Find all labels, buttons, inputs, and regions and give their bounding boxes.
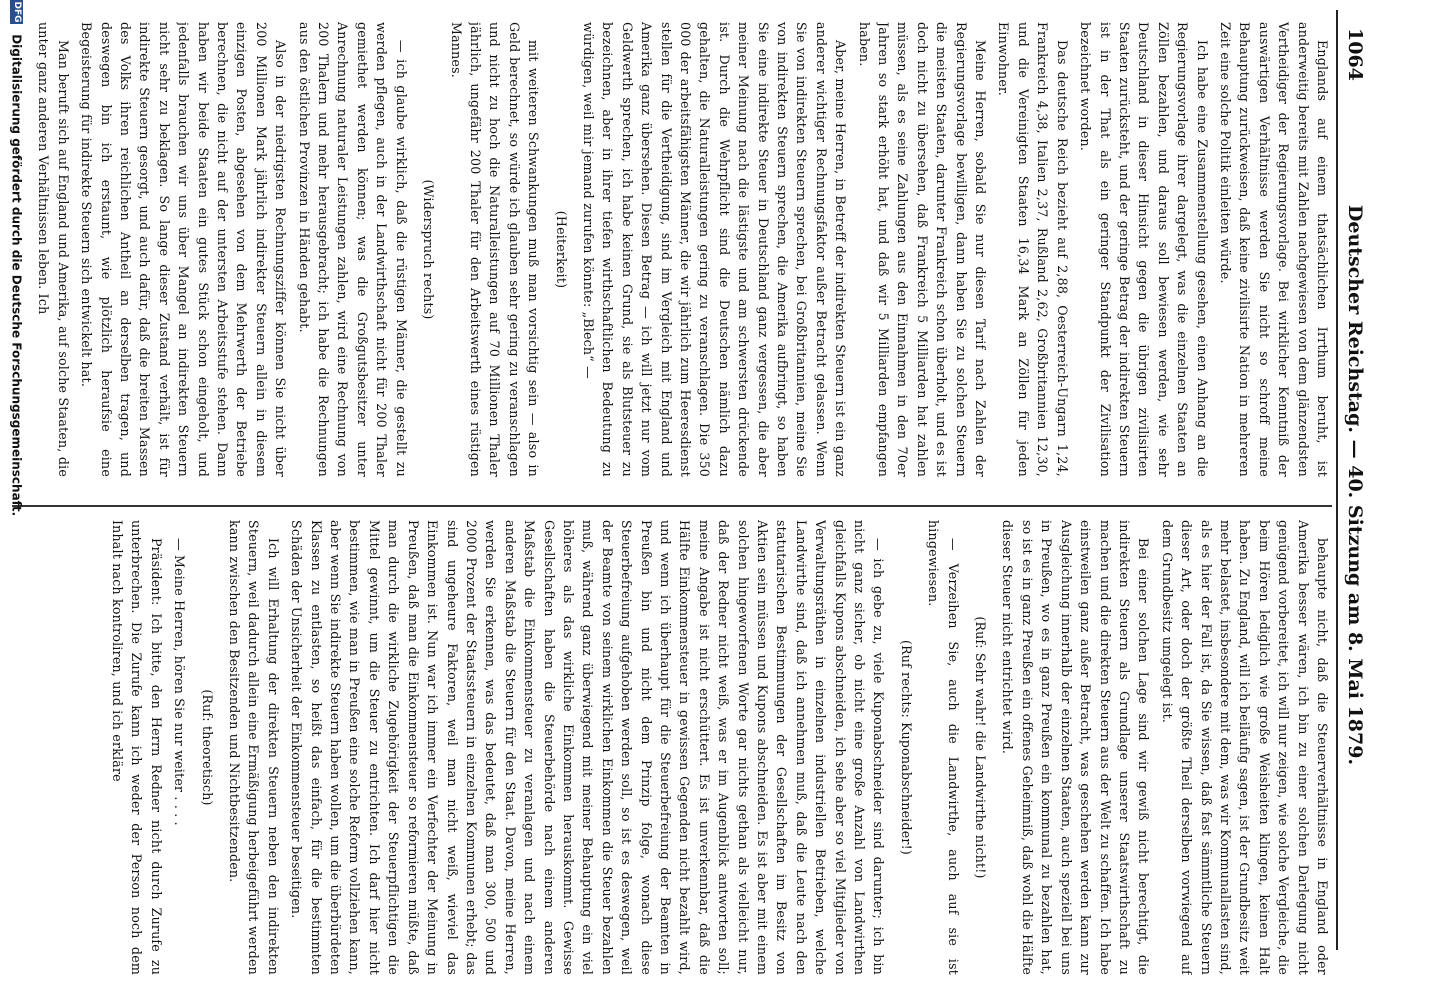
paragraph: Ich habe eine Zusammenstellung gesehen, einen Anhang an die Regierungsvorlage ihrer dargelegt, was die einzelnen Staaten an Zöllen bezahlen, und daraus soll bewiesen werden, wie sehr Deutschland in dieser Hinsicht gegen die übrigen zivilisirten Staaten zurücksteht, und der geringe Betrag der indirekten Steuern ist in der That als ein geringer Standpunkt der Zivilisation bezeichnet worden. [1078,22,1210,477]
page-number: 1064 [1344,28,1366,81]
paragraph: behaupte nicht, daß die Steuerverhältnisse in England oder Amerika besser wären, ich bin zu einer solchen Darlegung nicht genügend vorbereitet, ich will nur zeigen, wie solche Vergleiche, die beim Hören lediglich wie große Weisheiten klingen, keinen Halt haben. Zu England, will ich beiläufig sagen, ist der Grundbesitz weit mehr belastet, insbesondere mit dem, was wir Kommunallasten sind, als es hier der Fall ist, da Sie wissen, daß fast sämmtliche Steuern dieser Art, oder doch der größte Theil derselben vorwiegend auf dem Grundbesitz umgelegt ist. [1159,520,1330,975]
paragraph: Englands auf einem thatsächlichen Irrthum beruht, ist anderweitig bereits mit Zahlen nachgewiesen von dem glänzendsten Vertheidiger der Regierungsvorlage. Bei wirklicher Kenntniß der auswärtigen Verhältnisse werden Sie nicht so schroff meine Behauptung zurückweisen, daß keine zivilisirte Nation in mehreren Zeit eine solche Politik einleiten würde. [1217,22,1330,477]
interjection: (Widerspruch rechts) [421,179,437,320]
paragraph: mit weiteren Schwankungen muß man vorsichtig sein — also in Geld berechnet, so würde ich glauben sehr gering zu veranschlagen und nicht zu hoch die Naturalleistungen auf 70 Millionen Thaler jährlich, ungefähr 200 Thaler für den Arbeitswerth eines rüstigen Mannes. [448,22,542,477]
interjection: (Ruf rechts: Kuponabschneider!) [898,639,914,856]
paragraph: — Meine Herren, hören Sie nur weiter . . . . [172,538,188,826]
paragraph: Präsident: Ich bitte, den Herrn Redner nicht durch Zurufe zu unterbrechen. Die Zurufe kann ich weder der Person noch dem Inhalt nach kontroliren, und ich erkläre [110,520,164,975]
paragraph: Man beruft sich auf England und Amerika, auf solche Staaten, die unter ganz anderen Verhältnissen leben. Ich [36,22,71,477]
paragraph: — ich gebe zu, viele Kuponabschneider sind darunter; ich bin nicht ganz sicher, ob nicht eine große Anzahl von Landwirthen gleichfalls Kupons abschneiden, ich sehe aber so viel Mitglieder von Verwaltungsräthen in einzelnen industriellen Betrieben, welche Landwirthe sind, daß ich annehmen muß, daß die Leute nach den statutarischen Bestimmungen der Gesellschaften im Besitz von Aktien sein müssen und Kupons abschneiden. Es ist aber mit einem solchen hingeworfenen Worte gar nichts gethan als vielleicht nur, daß der Redner nicht weiß, was er im Augenblick antworten soll; meine Angabe ist nicht erschüttert. Es ist unverkennbar, daß die Hälfte Einkommensteuer in gewissen Gegenden nicht bezahlt wird, und wenn ich überhaupt für die Steuerbefreiung der Beamten in Preußen bin und nicht dem Prinzip folge, wonach diese Steuerbefreiung aufgehoben werden soll, so ist es deswegen, weil der Beamte von seinem wirklichen Einkommen die Steuer bezahlen muß, während ganz überwiegend mit meiner Behauptung ein viel höheres als das wirkliche Einkommen herauskommt. Gewisse Gesellschaften haben die Steuerbehörde nach einem anderen Maßstab die Einkommensteuer zu veranlagen und nach einem anderen Maßstab die Steuern für den Staat. Davon, meine Herren, werden Sie erkennen, was das bedeutet, daß man 300, 500 und 2000 Prozent der Staatssteuern in einzelnen Kommunen erhebt; das sind ungeheure Faktoren, weil man nicht weiß, wieviel das Einkommen ist. Nun war ich immer ein Verfechter der Meinung in Preußen, daß man die Einkommensteuer so reformieren müßte, daß man durch die wirkliche Zugehörigkeit der Steuerpflichtigen die Mittel gewinnt, um die Steuer zu entrichten. Ich darf hier nicht bestimmen, wie man in Preußen eine solche Reform vollziehen kann, aber wenn Sie indirekte Steuern haben wollen, um die überbürdeten Klassen zu entlasten, so heißt das einfach, für die bestimmten Schäden der Unsicherheit der Einkommensteuer beseitigen. [289,520,887,975]
left-column [32,22,1332,477]
paragraph: Also in der niedrigsten Rechnungsziffer können Sie nicht über 200 Millionen Mark jährlich indirekter Steuern allein in diesem einzigen Posten, abgesehen von dem Mehrwerth der Betriebe berechnen, die nicht auf der untersten Arbeitsstufe stehen. Dann haben wir beide Staaten ein gutes Stück schon eingeholt, und jedenfalls brauchen wir uns über Mangel an indirekten Steuern nicht sehr zu beklagen. So lange dieser Zustand verhält, ist für indirekte Steuern gesorgt, und auch dafür, daß die breiten Massen des Volks ihren reichlichen Antheil an derselben tragen, und deswegen bin ich erstaunt, wie plötzlich heraufsie eine Begeisterung für indirekte Steuern sich entwickelt hat. [79,22,289,477]
paragraph: Bei einer solchen Lage sind wir gewiß nicht berechtigt, die indirekten Steuern als Grundlage unserer Staatswirthschaft zu machen und die direkten Steuern aus der Welt zu schaffen. Ich habe einstweilen ganz außer Betracht, was geschehen werden kann zur Ausgleichung innerhalb der einzelnen Staaten, auch speziell bei uns in Preußen, wo es in ganz Preußen ein kommunal zu bezahlen hat, so ist es in ganz Preußen ein offenes Geheimniß, daß wohl die Hälfte dieser Steuer nicht entrichtet wird. [1000,520,1152,975]
page-header [1338,10,1372,960]
dfg-logo: DFG [12,1,22,23]
paragraph: Meine Herren, sobald Sie nur diesen Tarif nach Zahlen der Regierungsvorlage bewilligen, dann haben Sie zu solchen Steuern die meisten Staaten, darunter Frankreich schon überholt, und es ist doch nicht zu übersehen, daß Frankreich 5 Milliarden hat zahlen müssen, als es seine Zahlungen aus den Einnahmen in den 70er Jahren so stark erhöht hat, und daß wir 5 Milliarden empfangen haben. [856,22,989,477]
column-divider [12,505,1332,507]
running-title: Deutscher Reichstag. — 40. Sitzung am 8. Mai 1879. [1344,204,1366,766]
paragraph: Aber, meine Herren, in Betreff der indirekten Steuern ist ein ganz anderer wichtiger Rechnungsfaktor außer Betracht gelassen. Wenn Sie von indirekten Steuern sprechen, bei Großbritannien, meine Sie von indirekten Steuern sprechen, die Amerika aufbringt, so haben Sie eine indirekte Steuer in Deutschland ganz vergessen, die aber meiner Meinung nach die lästigste und am schwersten drückende ist. Durch die Wehrpflicht sind die Deutschen nämlich dazu gehalten, die Naturalleistungen gering zu veranschlagen. Die 350 000 der arbeitsfähigsten Männer, die wir jährlich zum Heeresdienst stellen für die Vertheidigung, sind im Vergleich mit England und Amerika ganz übersehen. Diesen Betrag — ich will jetzt nur vom Geldwerth sprechen, ich habe keinen Grund, sie als Blutsteuer zu bezeichnen, aber in ihrer tiefen wirthschaftlichen Bedeutung zu würdigen, weil mir jemand zurufen könnte: „Blech“ — [580,22,849,477]
header-rule [1336,10,1338,950]
interjection: (Ruf: Sehr wahr! die Landwirthe nicht!) [973,616,989,879]
paragraph: Ich will Erhaltung der direkten Steuern neben den indirekten Steuern, weil dadurch allein eine Ermäßigung herbeigeführt werden kann zwischen den Besitzenden und Nichtbesitzenden. [227,520,281,975]
interjection: (Heiterkeit) [553,210,569,289]
right-column [32,520,1332,975]
paragraph: Das deutsche Reich bezieht auf 2,88, Oesterreich-Ungarn 1,24, Frankreich 4,38, Italien 2,37, Rußland 2,62, Großbritannien 12,30, und die Vereinigten Staaten 16,34 Mark an Zöllen für jeden Einwohner. [996,22,1070,477]
paragraph: — ich glaube wirklich, daß die rüstigen Männer, die gestellt zu werden pflegen, auch in der Landwirthschaft nicht für 200 Thaler gemiethet werden können; was die Großgutsbesitzer unter Anrechnung naturaler Leistungen zahlen, wird eine Rechnung von 200 Thalern und mehr herausgebracht; ich habe die Rechnungen aus den östlichen Provinzen in Händen gehabt. [296,22,409,477]
footer [2,0,24,990]
interjection: (Ruf: theoretisch) [199,689,215,806]
digitization-credit: Digitalisierung gefördert durch die Deutsche Forschungsgemeinschaft. [9,34,24,517]
paragraph: — Verzeihen Sie, auch die Landwirthe, auch auf sie ist hingewiesen. [926,520,961,975]
